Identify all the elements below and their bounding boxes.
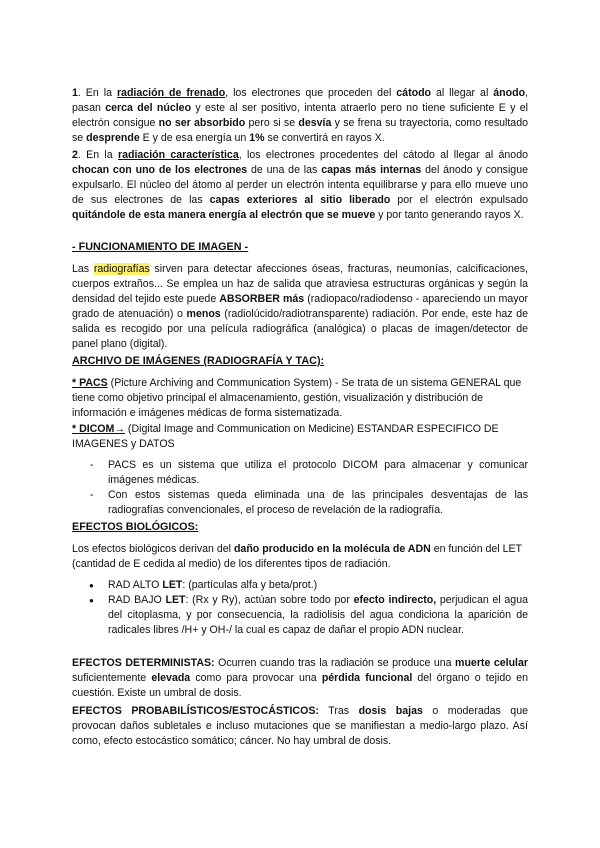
bold-text: muerte celular (455, 657, 528, 669)
bold-text: capas más internas (321, 164, 422, 176)
list-item-rad-alto-let (72, 578, 528, 593)
bold-text: cátodo (396, 87, 432, 99)
paragraph-radiacion-caracteristica (72, 148, 528, 223)
text-run: y este al ser positivo, intenta atraerlo pero no tiene suficiente E y el electrón consigue (72, 102, 529, 129)
bold-text: cerca del núcleo (105, 102, 192, 114)
dicom-list (72, 458, 528, 518)
text-run: : (Rx y Ry), actúan sobre todo por (185, 594, 354, 606)
list-item-rad-bajo-let (72, 593, 528, 638)
paragraph-pacs (72, 376, 528, 421)
text-run: y por tanto generando rayos X. (375, 209, 524, 221)
text-run: como para provocar una (190, 672, 322, 684)
list-item: - Con estos sistemas queda eliminada una de las principales desventajas de las radiografías convencionales, el proceso de revelación de la radiografía. (72, 488, 528, 518)
bold-text: desvía (298, 117, 332, 129)
bold-text: ABSORBER más (219, 293, 305, 305)
text-run: de una de las (247, 164, 322, 176)
text-run: al llegar al (431, 87, 494, 99)
bold-text: EFECTOS PROBABILÍSTICOS/ESTOCÁSTICOS: (72, 705, 319, 717)
paragraph-efectos-deterministas (72, 656, 528, 701)
bold-text: 2 (72, 149, 78, 161)
text-run: RAD BAJO (108, 594, 166, 606)
text-run: RAD ALTO (108, 579, 163, 591)
bold-text: desprende (86, 132, 140, 144)
bold-text: * DICOM→ (72, 423, 125, 435)
text-run: (Picture Archiving and Communication System) - Se trata de un sistema GENERAL que tiene como objetivo principal el almacenamiento, gestión, visualización y distribución de información e imágenes médicas de forma sistematizada. (72, 377, 522, 419)
bold-text: no ser absorbido (158, 117, 246, 129)
bold-text: EFECTOS DETERMINISTAS: (72, 657, 215, 669)
text-run: Los efectos biológicos derivan del (72, 543, 234, 555)
bold-text: dosis bajas (358, 705, 423, 717)
text-run: , pasan (72, 87, 528, 114)
bold-text: capas exteriores al sitio liberado (209, 194, 391, 206)
text-run: o moderadas que provocan daños subletales e incluso mutaciones que se manifiestan a medio-largo plazo. Así como, efecto estocástico somático; cáncer. No hay umbral de dosis. (72, 705, 528, 747)
paragraph-dicom (72, 422, 528, 452)
bold-text: menos (186, 308, 221, 320)
paragraph-funcionamiento (72, 262, 528, 352)
text-run: del órgano o tejido en cuestión. Existe un umbral de dosis. (72, 672, 529, 699)
bold-text: quitándole de esta manera energía al electrón que se mueve (72, 209, 376, 221)
bold-text: ánodo (493, 87, 526, 99)
text-run: Ocurren cuando tras la radiación se produce una (214, 657, 456, 669)
paragraph-efectos-probabilisticos (72, 704, 528, 749)
bold-text: radiación de frenado (116, 87, 226, 99)
paragraph-radiacion-frenado (72, 86, 528, 146)
text-run: E y de esa energía un (139, 132, 250, 144)
text-run: y se frena su trayectoria, como resultado se (72, 117, 528, 144)
text-run: . En la (77, 87, 117, 99)
bold-text: chocan con uno de los electrones (72, 164, 248, 176)
text-run: suficientemente (72, 672, 152, 684)
text-run: , los electrones procedentes del cátodo al llegar al ánodo (238, 149, 528, 161)
text-run: (radiopaco/radiodenso - apareciendo un mayor grado de atenuación) o (72, 293, 528, 320)
bold-text: 1% (249, 132, 265, 144)
let-list (72, 578, 528, 638)
paragraph-efectos-biologicos (72, 542, 528, 572)
text-run: sirven para detectar afecciones óseas, fracturas, neumonías, calcificaciones, cuerpos extraños... Se emplea un haz de salida que atraviesa estructuras orgánicas y según la densidad del tejido este puede (72, 263, 529, 305)
bold-text: elevada (151, 672, 191, 684)
text-run: del ánodo y consigue expulsarlo. El núcleo del átomo al perder un electrón intenta equilibrarse y para ello mueve uno de sus electrones de las (72, 164, 528, 206)
bold-text: pérdida funcional (321, 672, 413, 684)
text-run: , los electrones que proceden del (225, 87, 397, 99)
bold-text: 1 (72, 87, 78, 99)
text-run: (radiolúcido/radiotransparente) radiación. Por ende, este haz de salida es recogido por una película radiográfica (analógica) o placas de imagen/detector de panel plano (digital). (72, 308, 528, 350)
text-run: Tras (318, 705, 359, 717)
text-run: : (partículas alfa y beta/prot.) (182, 579, 318, 591)
bold-text: daño producido en la molécula de ADN (233, 543, 431, 555)
bold-text: LET (162, 579, 183, 591)
text-run: en función del LET (cantidad de E cedida al medio) de los diferentes tipos de radiación. (72, 543, 522, 570)
text-run: por el electrón expulsado (390, 194, 528, 206)
text-run: . En la (77, 149, 118, 161)
bold-text: efecto indirecto, (353, 594, 437, 606)
bold-text: radiación característica (117, 149, 239, 161)
text-run: pero si se (245, 117, 299, 129)
heading-efectos-biologicos: EFECTOS BIOLÓGICOS: (72, 521, 199, 533)
highlighted-text: radiografías (93, 263, 150, 275)
bold-text: LET (165, 594, 186, 606)
heading-archivo-imagenes: ARCHIVO DE IMÁGENES (RADIOGRAFÍA Y TAC): (72, 355, 325, 367)
bold-text: * PACS (72, 377, 108, 389)
list-item: - PACS es un sistema que utiliza el protocolo DICOM para almacenar y comunicar imágenes médicas. (72, 458, 528, 488)
text-run: (Digital Image and Communication on Medicine) ESTANDAR ESPECIFICO DE IMAGENES y DATOS (72, 423, 499, 450)
text-run: Las (72, 263, 94, 275)
text-run: perjudican el agua del citoplasma, y por consecuencia, la radiolisis del agua condiciona la aparición de radicales libres /H+ y OH-/ la cual es capaz de dañar el propio ADN nuclear. (108, 594, 528, 636)
heading-funcionamiento-imagen: - FUNCIONAMIENTO DE IMAGEN - (72, 241, 249, 253)
text-run: se convertirá en rayos X. (264, 132, 385, 144)
